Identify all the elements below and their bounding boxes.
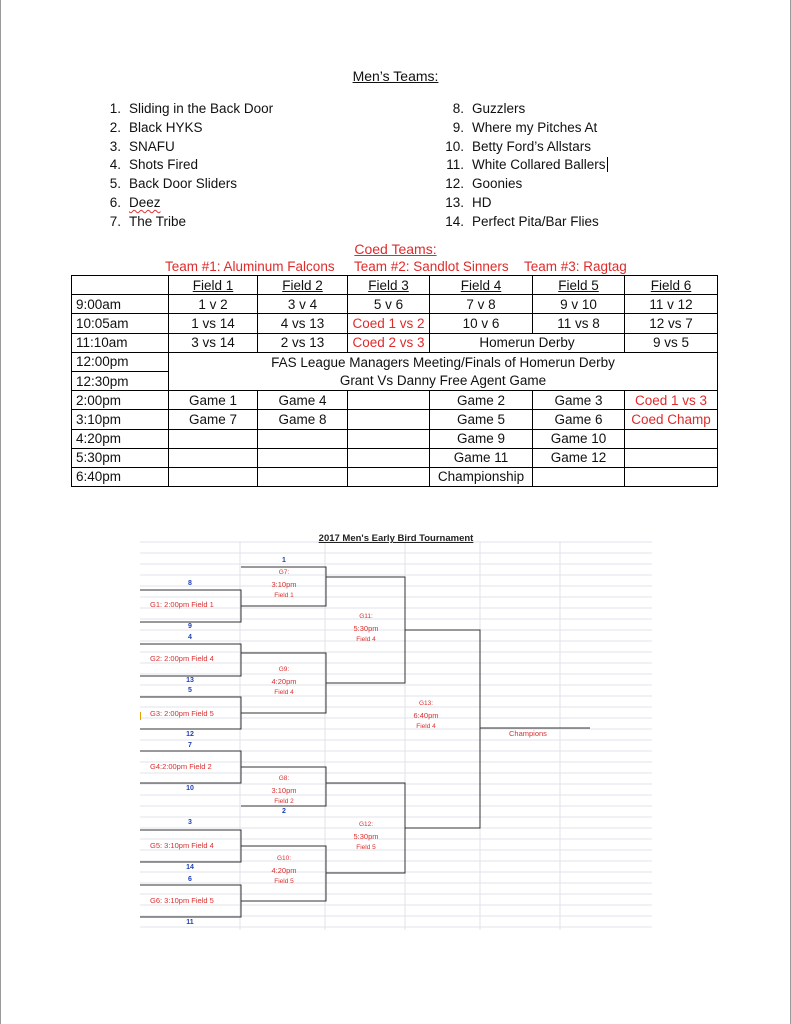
game-4-label: G4:2:00pm Field 2 xyxy=(150,762,212,771)
coed-team-3: Team #3: Ragtag xyxy=(524,259,627,274)
game-cell: Game 2 xyxy=(430,391,533,410)
game-cell: 11 v 12 xyxy=(625,295,718,314)
seed-9: 9 xyxy=(188,623,192,630)
text-cursor xyxy=(607,157,608,172)
seed-8: 8 xyxy=(188,580,192,587)
game-cell: Game 10 xyxy=(533,429,625,448)
champions-label: Champions xyxy=(509,729,547,738)
seed-5: 5 xyxy=(188,687,192,694)
free-agent-game-cell: Grant Vs Danny Free Agent Game xyxy=(169,371,718,390)
time-cell: 9:00am xyxy=(72,295,169,314)
header-field-2: Field 2 xyxy=(258,276,348,295)
game-cell: Game 6 xyxy=(533,410,625,429)
game-cell: 2 vs 13 xyxy=(258,333,348,352)
homerun-derby-cell: Homerun Derby xyxy=(430,333,625,352)
team-item: 14. Perfect Pita/Bar Flies xyxy=(445,213,599,229)
game-cell: 11 vs 8 xyxy=(533,314,625,333)
game-5-label: G5: 3:10pm Field 4 xyxy=(150,841,214,850)
team-item: 5. Back Door Sliders xyxy=(109,176,238,192)
game-cell: 12 vs 7 xyxy=(625,314,718,333)
meeting-cell: FAS League Managers Meeting/Finals of Homerun Derby xyxy=(169,352,718,371)
game-cell xyxy=(169,448,258,467)
game-11-label: G11: 5:30pm Field 4 xyxy=(353,613,379,643)
team-item: 7. The Tribe xyxy=(109,213,187,229)
seed-10: 10 xyxy=(186,785,194,792)
team-item: 9. Where my Pitches At xyxy=(452,119,598,135)
mens-teams-title: Men’s Teams: xyxy=(352,68,439,84)
time-cell: 4:20pm xyxy=(72,429,169,448)
seed-1: 1 xyxy=(282,557,286,564)
schedule-row xyxy=(72,352,718,371)
tournament-bracket xyxy=(140,530,652,930)
team-item: 6. Deez xyxy=(109,194,161,210)
team-item: 11. White Collared Ballers xyxy=(446,157,606,173)
schedule-row xyxy=(72,333,718,352)
schedule-row xyxy=(72,314,718,333)
game-10-label: G10: 4:20pm Field 5 xyxy=(271,855,297,885)
coed-team-2: Team #2: Sandlot Sinners xyxy=(354,259,509,274)
game-cell: 3 vs 14 xyxy=(169,333,258,352)
team-item: 12. Goonies xyxy=(445,176,523,192)
seed-12: 12 xyxy=(186,731,194,738)
time-cell: 6:40pm xyxy=(72,467,169,486)
game-cell: 7 v 8 xyxy=(430,295,533,314)
time-cell: 2:00pm xyxy=(72,391,169,410)
schedule-row xyxy=(72,371,718,390)
game-cell xyxy=(258,467,348,486)
schedule-row xyxy=(72,429,718,448)
schedule-table xyxy=(71,275,718,487)
team-item: 3. SNAFU xyxy=(109,138,175,154)
seed-13: 13 xyxy=(186,677,194,684)
seed-7: 7 xyxy=(188,742,192,749)
team-item: 10. Betty Ford’s Allstars xyxy=(445,138,592,154)
game-cell: Championship xyxy=(430,467,533,486)
game-7-label: G7: 3:10pm Field 1 xyxy=(271,569,297,599)
time-cell: 10:05am xyxy=(72,314,169,333)
game-8-label: G8: 3:10pm Field 2 xyxy=(271,775,297,805)
game-cell: 1 v 2 xyxy=(169,295,258,314)
game-cell: Game 3 xyxy=(533,391,625,410)
game-3-label: G3: 2:00pm Field 5 xyxy=(150,709,214,718)
coed-game-cell: Coed Champ xyxy=(625,410,718,429)
game-cell: 5 v 6 xyxy=(348,295,430,314)
game-cell xyxy=(348,448,430,467)
game-cell xyxy=(348,410,430,429)
game-6-label: G6: 3:10pm Field 5 xyxy=(150,896,214,905)
game-cell xyxy=(169,467,258,486)
game-cell xyxy=(348,391,430,410)
game-2-label: G2: 2:00pm Field 4 xyxy=(150,654,214,663)
time-cell: 3:10pm xyxy=(72,410,169,429)
game-cell xyxy=(348,429,430,448)
header-field-3: Field 3 xyxy=(348,276,430,295)
game-cell: Game 12 xyxy=(533,448,625,467)
schedule-row xyxy=(72,467,718,486)
game-9-label: G9: 4:20pm Field 4 xyxy=(271,666,297,696)
bracket-title: 2017 Men's Early Bird Tournament xyxy=(318,533,474,544)
game-12-label: G12: 5:30pm Field 5 xyxy=(353,821,379,851)
game-cell xyxy=(258,429,348,448)
game-cell: 4 vs 13 xyxy=(258,314,348,333)
game-cell xyxy=(625,429,718,448)
header-field-1: Field 1 xyxy=(169,276,258,295)
game-cell xyxy=(625,448,718,467)
game-cell: Game 5 xyxy=(430,410,533,429)
schedule-row xyxy=(72,391,718,410)
coed-game-cell: Coed 1 vs 2 xyxy=(348,314,430,333)
schedule-row xyxy=(72,410,718,429)
time-cell: 12:00pm xyxy=(72,352,169,371)
game-cell: Game 4 xyxy=(258,391,348,410)
seed-6: 6 xyxy=(188,876,192,883)
time-cell: 5:30pm xyxy=(72,448,169,467)
game-cell: 1 vs 14 xyxy=(169,314,258,333)
game-cell: Game 7 xyxy=(169,410,258,429)
game-1-label: G1: 2:00pm Field 1 xyxy=(150,600,214,609)
coed-game-cell: Coed 1 vs 3 xyxy=(625,391,718,410)
seed-3: 3 xyxy=(188,819,192,826)
game-13-label: G13: 6:40pm Field 4 xyxy=(413,700,439,730)
team-item: 8. Guzzlers xyxy=(452,101,526,116)
game-cell xyxy=(625,467,718,486)
coed-team-1: Team #1: Aluminum Falcons xyxy=(165,259,335,274)
schedule-header-row xyxy=(72,276,718,295)
schedule-row xyxy=(72,295,718,314)
seed-4: 4 xyxy=(188,634,192,641)
team-item: 1. Sliding in the Back Door xyxy=(109,101,274,116)
team-item: 13. HD xyxy=(445,194,492,210)
game-cell: 9 v 10 xyxy=(533,295,625,314)
schedule-row xyxy=(72,448,718,467)
game-cell: 9 vs 5 xyxy=(625,333,718,352)
game-cell: 10 v 6 xyxy=(430,314,533,333)
header-field-4: Field 4 xyxy=(430,276,533,295)
game-cell: 3 v 4 xyxy=(258,295,348,314)
page-edge-left xyxy=(0,0,1,1024)
seed-14: 14 xyxy=(186,864,194,871)
game-cell: Game 8 xyxy=(258,410,348,429)
seed-11: 11 xyxy=(186,919,194,926)
header-field-5: Field 5 xyxy=(533,276,625,295)
time-cell: 12:30pm xyxy=(72,371,169,390)
team-item: 4. Shots Fired xyxy=(109,157,199,173)
mens-teams-list-left xyxy=(99,100,273,232)
header-field-6: Field 6 xyxy=(625,276,718,295)
game-cell: Game 9 xyxy=(430,429,533,448)
game-cell xyxy=(169,429,258,448)
mens-teams-list-right xyxy=(438,100,608,232)
seed-2: 2 xyxy=(282,808,286,815)
coed-game-cell: Coed 2 vs 3 xyxy=(348,333,430,352)
time-cell: 11:10am xyxy=(72,333,169,352)
team-item: 2. Black HYKS xyxy=(109,119,203,135)
game-cell xyxy=(348,467,430,486)
game-cell: Game 1 xyxy=(169,391,258,410)
game-cell xyxy=(258,448,348,467)
coed-teams-title: Coed Teams: xyxy=(354,241,437,257)
game-cell xyxy=(533,467,625,486)
header-blank xyxy=(72,276,169,295)
game-cell: Game 11 xyxy=(430,448,533,467)
